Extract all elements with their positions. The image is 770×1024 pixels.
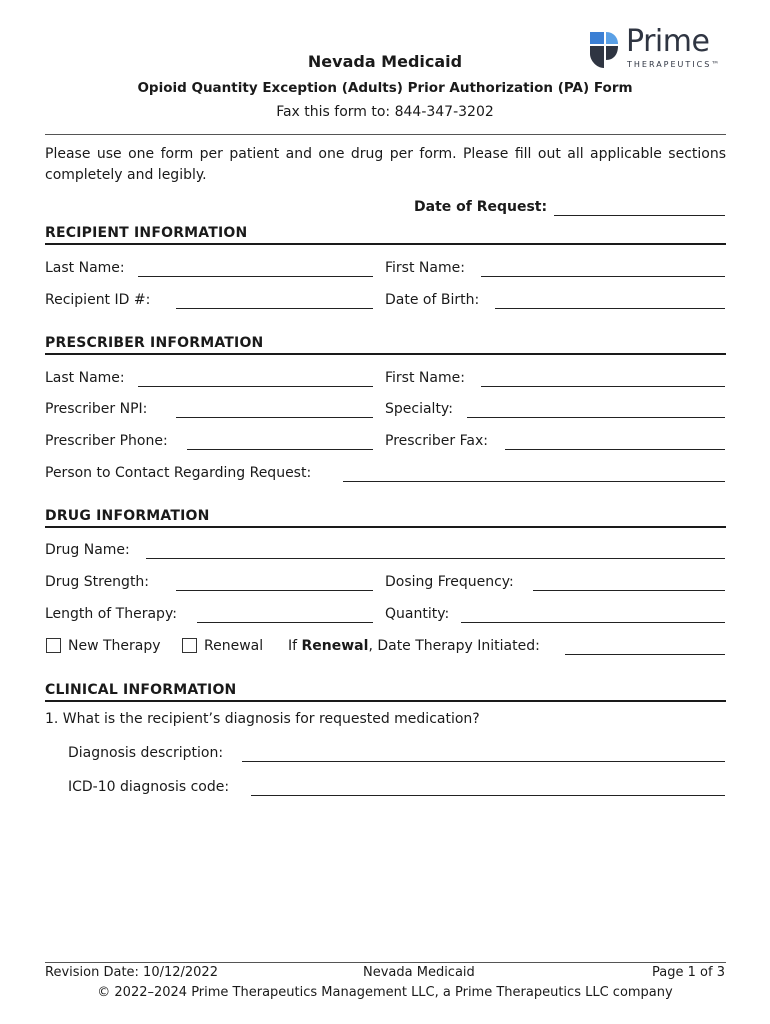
drug-name-field[interactable] xyxy=(146,558,725,559)
prescriber-phone-field[interactable] xyxy=(187,449,373,450)
prescriber-fax-label: Prescriber Fax: xyxy=(385,433,488,449)
diagnosis-question: 1. What is the recipient’s diagnosis for requested medication? xyxy=(45,711,480,727)
icd10-code-field[interactable] xyxy=(251,795,725,796)
header-divider xyxy=(45,134,726,135)
date-of-birth-label: Date of Birth: xyxy=(385,292,480,308)
prescriber-last-name-label: Last Name: xyxy=(45,370,125,386)
copyright: © 2022–2024 Prime Therapeutics Management LLC, a Prime Therapeutics LLC company xyxy=(97,985,673,1000)
drug-strength-label: Drug Strength: xyxy=(45,574,150,590)
recipient-section-heading: RECIPIENT INFORMATION xyxy=(45,225,248,241)
prescriber-phone-label: Prescriber Phone: xyxy=(45,433,168,449)
prescriber-section-heading: PRESCRIBER INFORMATION xyxy=(45,335,264,351)
date-of-request-field[interactable] xyxy=(554,215,725,216)
footer-divider xyxy=(45,962,726,963)
recipient-divider xyxy=(45,243,726,245)
renewal-date-label xyxy=(288,638,540,654)
icd10-code-label: ICD-10 diagnosis code: xyxy=(68,779,230,795)
dosing-frequency-label: Dosing Frequency: xyxy=(385,574,514,590)
length-of-therapy-field[interactable] xyxy=(197,622,373,623)
prescriber-divider xyxy=(45,353,726,355)
contact-person-field[interactable] xyxy=(343,481,725,482)
new-therapy-label: New Therapy xyxy=(68,638,161,654)
dosing-frequency-field[interactable] xyxy=(533,590,725,591)
date-of-birth-field[interactable] xyxy=(495,308,725,309)
renewal-label: Renewal xyxy=(204,638,264,654)
logo-text: Prime xyxy=(626,24,710,59)
length-of-therapy-label: Length of Therapy: xyxy=(45,606,177,622)
clinical-section-heading: CLINICAL INFORMATION xyxy=(45,682,237,698)
quantity-field[interactable] xyxy=(461,622,725,623)
date-of-request-label: Date of Request: xyxy=(414,199,548,215)
footer-program: Nevada Medicaid xyxy=(363,965,475,980)
renewal-checkbox[interactable] xyxy=(182,638,197,653)
new-therapy-checkbox[interactable] xyxy=(46,638,61,653)
prescriber-first-name-label: First Name: xyxy=(385,370,465,386)
prescriber-last-name-field[interactable] xyxy=(138,386,373,387)
recipient-id-label: Recipient ID #: xyxy=(45,292,151,308)
revision-date: Revision Date: 10/12/2022 xyxy=(45,965,218,980)
specialty-label: Specialty: xyxy=(385,401,453,417)
form-title: Nevada Medicaid xyxy=(307,52,463,71)
drug-section-heading: DRUG INFORMATION xyxy=(45,508,210,524)
recipient-last-name-field[interactable] xyxy=(138,276,373,277)
logo-subtext: THERAPEUTICS™ xyxy=(627,60,722,69)
fax-number: Fax this form to: 844-347-3202 xyxy=(276,104,494,120)
drug-strength-field[interactable] xyxy=(176,590,373,591)
date-initiated-text: , Date Therapy Initiated: xyxy=(368,638,540,654)
diagnosis-description-field[interactable] xyxy=(242,761,725,762)
prescriber-npi-label: Prescriber NPI: xyxy=(45,401,148,417)
recipient-last-name-label: Last Name: xyxy=(45,260,125,276)
page-number: Page 1 of 3 xyxy=(652,965,725,980)
recipient-first-name-field[interactable] xyxy=(481,276,725,277)
date-therapy-initiated-field[interactable] xyxy=(565,654,725,655)
prescriber-npi-field[interactable] xyxy=(176,417,373,418)
form-subtitle: Opioid Quantity Exception (Adults) Prior Authorization (PA) Form xyxy=(137,80,633,96)
diagnosis-description-label: Diagnosis description: xyxy=(68,745,224,761)
drug-divider xyxy=(45,526,726,528)
recipient-first-name-label: First Name: xyxy=(385,260,465,276)
prescriber-first-name-field[interactable] xyxy=(481,386,725,387)
contact-person-label: Person to Contact Regarding Request: xyxy=(45,465,312,481)
prescriber-fax-field[interactable] xyxy=(505,449,725,450)
recipient-id-field[interactable] xyxy=(176,308,373,309)
instructions: Please use one form per patient and one drug per form. Please fill out all applicable sections completely and legibly. xyxy=(45,146,726,183)
specialty-field[interactable] xyxy=(467,417,725,418)
clinical-divider xyxy=(45,700,726,702)
quantity-label: Quantity: xyxy=(385,606,450,622)
drug-name-label: Drug Name: xyxy=(45,542,130,558)
if-text: If xyxy=(288,638,298,654)
renewal-bold-text: Renewal xyxy=(301,638,369,654)
